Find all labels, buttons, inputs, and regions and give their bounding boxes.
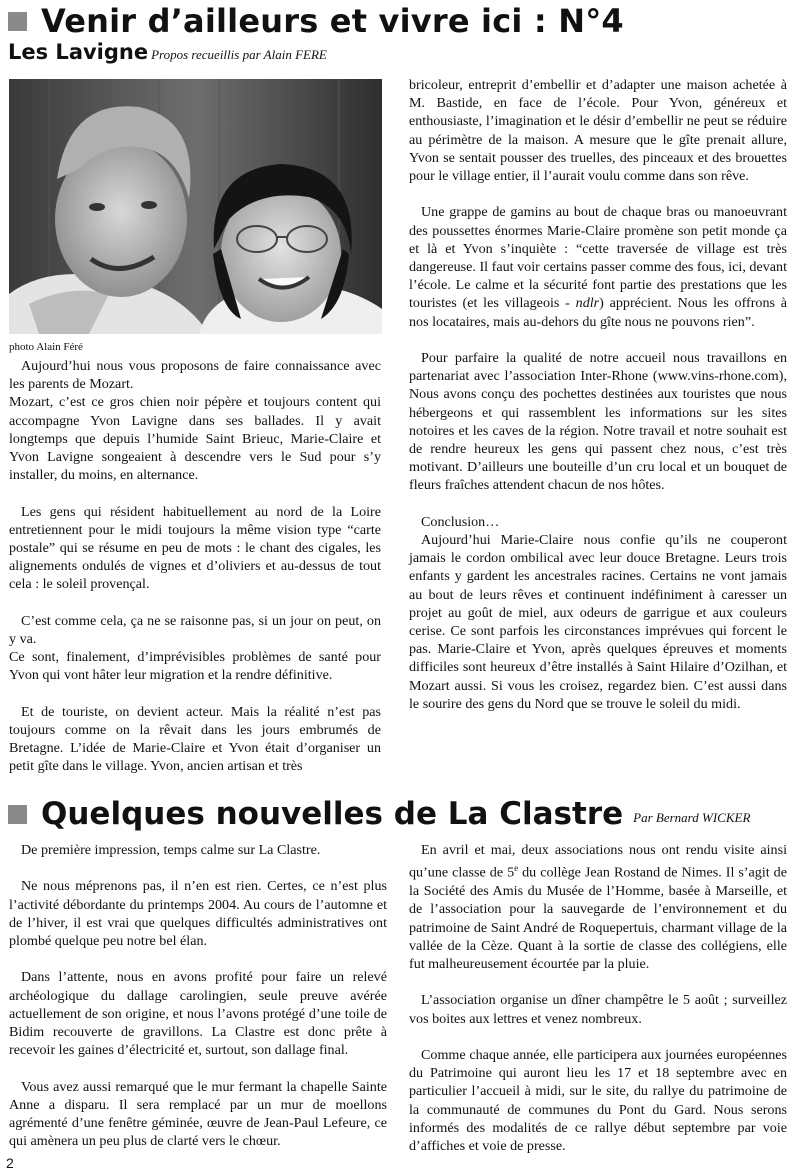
paragraph: bricoleur, entreprit d’embellir et d’adapter une maison achetée à M. Bastide, en face de l’école. Pour Yvon, généreux et enthousiaste, l’imagination et le désir d’embellir ne peut se réduire au périmètre de la maison. A mesure que le gîte prenait allure, Yvon se sentait pousser des truelles, des pinceaux et des brouettes pour le village entier, il l’aurait voulu comme dans son rêve.	[409, 77, 787, 185]
paragraph: En avril et mai, deux associations nous ont rendu visite ainsi qu’une classe de 5e du collège Jean Rostand de Nimes. Il s’agit de la Société des Amis du Musée de l’Homme, basée à Marseille, et de l’association pour la sauvegarde de l’environnement et du patrimoine de Saint André de Roquepertuis, charmant village de la vallée de la Cèze. Quant à la sortie de classe des collégiens, elle fut malheureusement écourtée par la pluie.	[409, 842, 787, 972]
photo-caption: photo Alain Féré	[9, 341, 83, 353]
heading-square-icon	[8, 12, 27, 31]
ndlr-italic: ndlr	[575, 295, 600, 312]
paragraph: Ce sont, finalement, d’imprévisibles problèmes de santé pour Yvon qui vont hâter leur migration et la rendre définitive.	[9, 649, 381, 684]
paragraph: Aujourd’hui nous vous proposons de faire connaissance avec les parents de Mozart.	[9, 358, 381, 393]
article2-column-right	[409, 841, 787, 1155]
paragraph: Aujourd’hui Marie-Claire nous confie qu’ils ne couperont jamais le cordon ombilical avec leur douce Bretagne. Leurs trois enfants y gardent les ancestrales racines. Certains ne vont jamais au bout de leurs rêves et continuent indéfiniment à caresser un projet au goût de miel, aux odeurs de garrigue et aux couleurs cerise. Ce sont parfois les circonstances imprévues qui forcent le pas. Marie-Claire et Yvon, après quelques épreuves et moments difficiles sont heureux d’être installés à Saint Hilaire d’Ozilhan, et Mozart aussi. Si vous les croisez, regardez bien. C’est aussi dans le sourire des gens du Nord que se trouve le soleil du midi.	[409, 532, 787, 712]
article1-column-left	[9, 357, 381, 776]
paragraph: Dans l’attente, nous en avons profité pour faire un relevé archéologique du dallage carolingien, seule preuve avérée actuellement de son origine, et nous l’avons protégé d’une toile de Bidim recouverte de gravillons. La Clastre est donc prête à recevoir les gaines d’électricité et, surtout, son dallage final.	[9, 969, 387, 1059]
paragraph: De première impression, temps calme sur La Clastre.	[21, 842, 321, 858]
article2-title: Quelques nouvelles de La Clastre	[41, 796, 624, 832]
article1-column-right	[409, 76, 787, 713]
paragraph: Une grappe de gamins au bout de chaque bras ou manoeuvrant des poussettes énormes Marie-Claire promène son petit monde ça et là et Yvon s’inquiète : “cette traversée de village est très dangereuse. Il faut voir certains passer comme des fous, ici, devant l’école. Le calme et la sécurité font partie des prestations que les touristes (et les villageois - ndlr) apprécient. Nous les offrons à nos locataires, mais au-dehors du gîte nous ne pouvons rien”.	[409, 204, 788, 330]
paragraph: Et de touriste, on devient acteur. Mais la réalité n’est pas toujours comme on la rêvait dans les jours embrumés de Bretagne. L’idée de Marie-Claire et Yvon était d’organiser un petit gîte dans le village. Yvon, ancien artisan et très	[9, 703, 381, 775]
article1-heading	[8, 2, 624, 40]
couple-photo	[9, 79, 382, 334]
paragraph: L’association organise un dîner champêtre le 5 août ; surveillez vos boites aux lettres et venez nombreux.	[409, 992, 787, 1027]
conclusion-label: Conclusion…	[421, 513, 500, 530]
article1-subtitle: Les Lavigne	[8, 40, 149, 64]
paragraph: Mozart, c’est ce gros chien noir pépère et toujours content qui accompagne Yvon Lavigne dans ses ballades. Il y avait longtemps que depuis l’humide Saint Brieuc, Marie-Claire et Yvon Lavigne songeaient à descendre vers le Sud pour s’y installer, du moins, en alternance.	[9, 394, 381, 484]
article2-column-left	[9, 841, 387, 1150]
article2-credit: Par Bernard WICKER	[633, 810, 751, 825]
paragraph: Comme chaque année, elle participera aux journées européennes du Patrimoine qui auront lieu les 17 et 18 septembre avec en particulier l’accueil à midi, sur le site, du rallye du patrimoine de la communauté de communes du Pont du Gard. Nous serons informés des modalités de ce rallye début septembre par voie d’affiches et voie de presse.	[409, 1046, 787, 1154]
paragraph: Ne nous méprenons pas, il n’en est rien. Certes, ce n’est plus l’activité débordante du printemps 2004. Au cours de l’automne et de l’hiver, il est vrai que quelques difficultés administratives ont plombé quelque peu notre bel élan.	[9, 878, 387, 949]
article1-credit: Propos recueillis par Alain FERE	[151, 47, 327, 62]
article2-heading	[8, 796, 750, 832]
page-number: 2	[6, 1155, 14, 1171]
heading-square-icon	[8, 805, 27, 824]
article1-subtitle-line	[8, 40, 327, 64]
paragraph: C’est comme cela, ça ne se raisonne pas, si un jour on peut, on y va.	[9, 612, 381, 648]
article1-title: Venir d’ailleurs et vivre ici : N°4	[41, 2, 624, 40]
paragraph: Vous avez aussi remarqué que le mur fermant la chapelle Sainte Anne a disparu. Il sera remplacé par un mur de moellons agrémenté d’une fenêtre géminée, œuvre de Jean-Paul Lefeure, ce qui amènera un peu plus de clarté vers le chœur.	[9, 1078, 387, 1150]
paragraph: Les gens qui résident habituellement au nord de la Loire entretiennent pour le midi toujours la même vision type “carte postale” qui se résume en peu de mots : le chant des cigales, les alignements ondulés de vignes et d’oliviers et au-dessus de tout cela : le soleil provençal.	[9, 503, 381, 593]
paragraph: Pour parfaire la qualité de notre accueil nous travaillons en partenariat avec l’association Inter-Rhone (www.vins-rhone.com), Nous avons conçu des pochettes destinées aux touristes que nous hébergeons et qui rassemblent les informations sur les sites notoires et les caves de la région. Notre travail et notre souhait est de rendre heureux les gens qui passent chez nous, c’est très motivant. D’ailleurs une bouteille d’un cru local et un bouquet de fleurs fraîches attendent chacun de nos hôtes.	[409, 350, 787, 494]
